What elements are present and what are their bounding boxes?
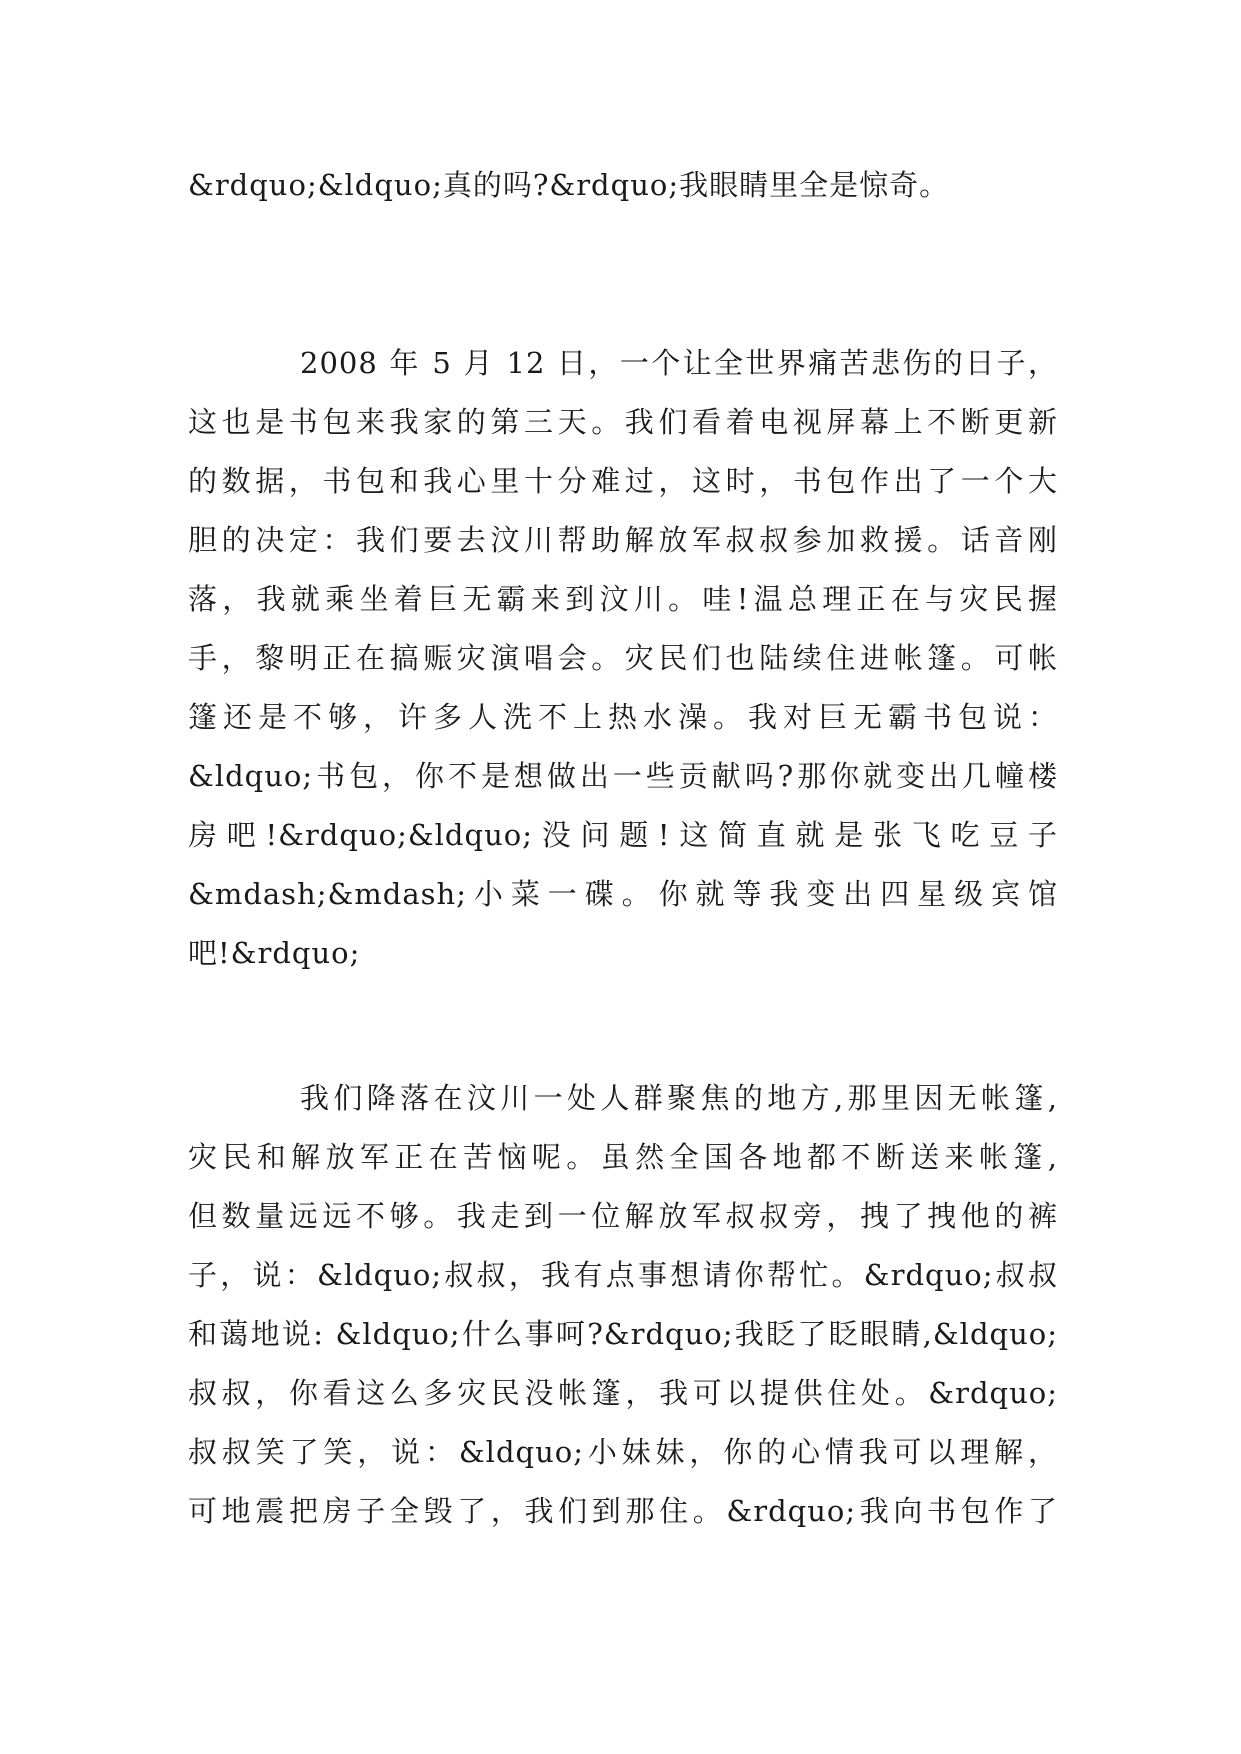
- text-line: 但数量远远不够。我走到一位解放军叔叔旁，拽了拽他的裤: [188, 1199, 1058, 1233]
- text-line: 子，说：&ldquo;叔叔，我有点事想请你帮忙。&rdquo;叔叔: [188, 1258, 1058, 1292]
- text-line: 落，我就乘坐着巨无霸来到汶川。哇!温总理正在与灾民握: [188, 582, 1058, 616]
- paragraph-1: [188, 156, 1058, 215]
- text-line: &rdquo;&ldquo;真的吗?&rdquo;我眼睛里全是惊奇。: [188, 168, 950, 202]
- text-line: 叔叔笑了笑，说：&ldquo;小妹妹，你的心情我可以理解，: [188, 1435, 1058, 1469]
- text-line: 可地震把房子全毁了，我们到那住。&rdquo;我向书包作了: [188, 1494, 1058, 1528]
- text-line: 的数据，书包和我心里十分难过，这时，书包作出了一个大: [188, 464, 1058, 498]
- paragraph-2: [188, 334, 1058, 983]
- text-line: 我们降落在汶川一处人群聚焦的地方,那里因无帐篷,: [300, 1081, 1058, 1115]
- text-line: 手，黎明正在搞赈灾演唱会。灾民们也陆续住进帐篷。可帐: [188, 641, 1058, 675]
- text-line: 房吧!&rdquo;&ldquo;没问题!这简直就是张飞吃豆子: [188, 818, 1058, 852]
- paragraph-3: [188, 1069, 1058, 1541]
- text-line: 2008 年 5 月 12 日，一个让全世界痛苦悲伤的日子，: [300, 346, 1058, 380]
- text-line: 篷还是不够，许多人洗不上热水澡。我对巨无霸书包说：: [188, 700, 1058, 734]
- text-line: 吧!&rdquo;: [188, 936, 361, 970]
- text-line: &ldquo;书包，你不是想做出一些贡献吗?那你就变出几幢楼: [188, 759, 1058, 793]
- text-line: 灾民和解放军正在苦恼呢。虽然全国各地都不断送来帐篷,: [188, 1140, 1058, 1174]
- text-line: 这也是书包来我家的第三天。我们看着电视屏幕上不断更新: [188, 405, 1058, 439]
- text-line: 和蔼地说: &ldquo;什么事呵?&rdquo;我眨了眨眼睛,&ldquo;: [188, 1317, 1058, 1351]
- text-line: 胆的决定：我们要去汶川帮助解放军叔叔参加救援。话音刚: [188, 523, 1058, 557]
- text-line: &mdash;&mdash;小菜一碟。你就等我变出四星级宾馆: [188, 877, 1058, 911]
- text-line: 叔叔，你看这么多灾民没帐篷，我可以提供住处。&rdquo;: [188, 1376, 1058, 1410]
